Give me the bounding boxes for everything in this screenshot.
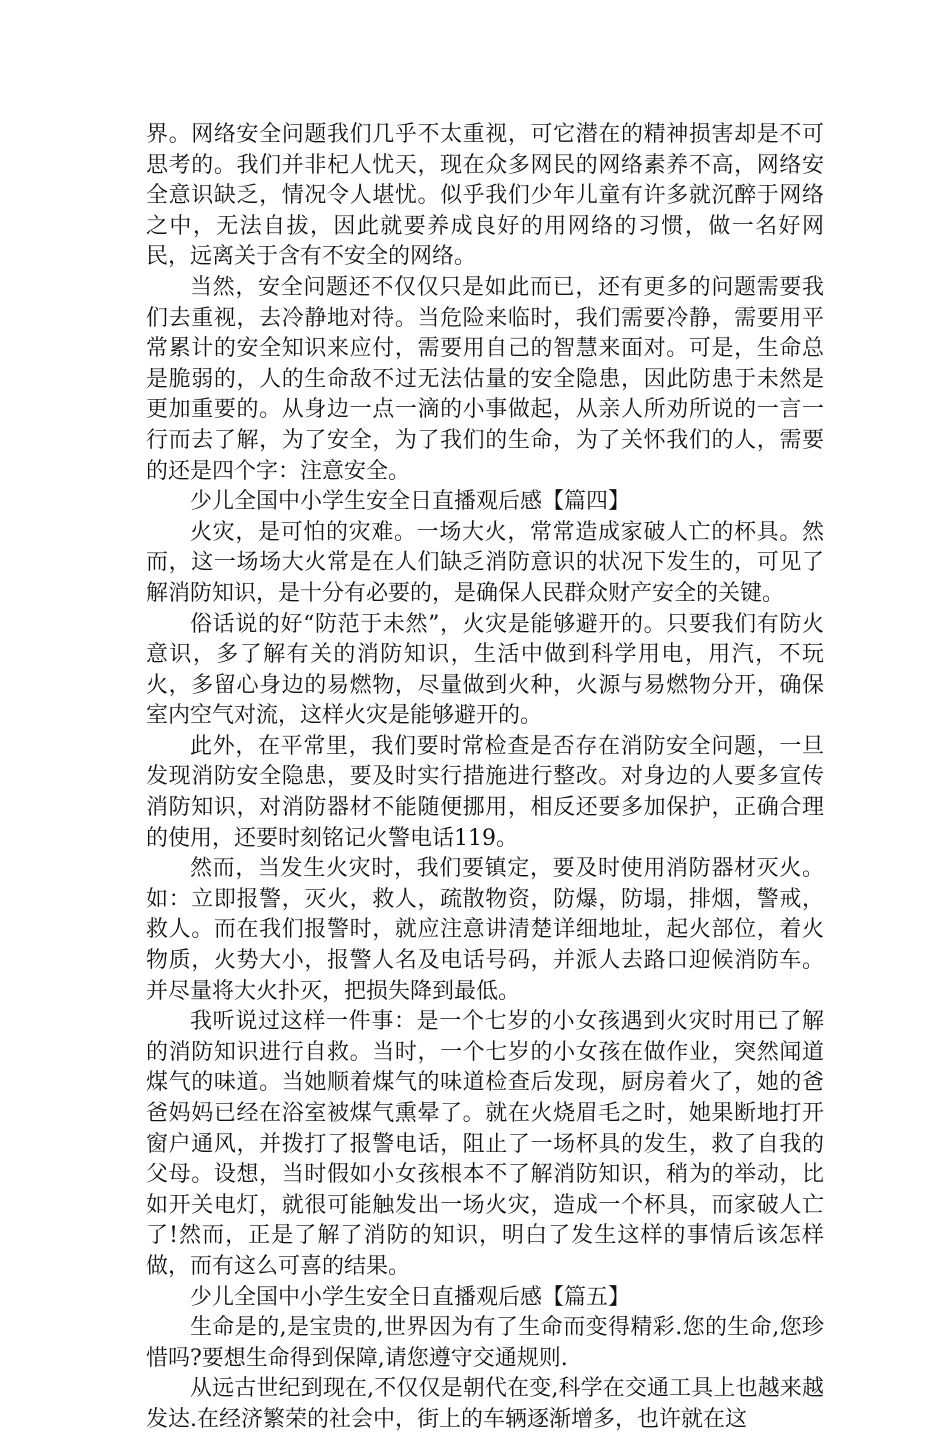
paragraph-3: 火灾，是可怕的灾难。一场大火，常常造成家破人亡的杯具。然而，这一场场大火常是在人们缺乏消防意识的状况下发生的，可见了解消防知识，是十分有必要的，是确保人民群众财产安全的关键。 [146,519,824,606]
paragraph-9: 从远古世纪到现在,不仅仅是朝代在变,科学在交通工具上也越来越发达.在经济繁荣的社会中，街上的车辆逐渐增多，也许就在这 [146,1376,824,1432]
section-heading-5: 少儿全国中小学生安全日直播观后感【篇五】 [190,1284,631,1310]
paragraph-6: 然而，当发生火灾时，我们要镇定，要及时使用消防器材灭火。如：立即报警，灭火，救人，疏散物资，防爆，防塌，排烟，警戒，救人。而在我们报警时，就应注意讲清楚详细地址，起火部位，着火物质，火势大小，报警人名及电话号码，并派人去路口迎候消防车。并尽量将大火扑灭，把损失降到最低。 [146,856,824,1004]
paragraph-2: 当然，安全问题还不仅仅只是如此而已，还有更多的问题需要我们去重视，去冷静地对待。当危险来临时，我们需要冷静，需要用平常累计的安全知识来应付，需要用自己的智慧来面对。可是，生命总是脆弱的，人的生命敌不过无法估量的安全隐患，因此防患于未然是更加重要的。从身边一点一滴的小事做起，从亲人所劝所说的一言一行而去了解，为了安全，为了我们的生命，为了关怀我们的人，需要的还是四个字：注意安全。 [146,274,824,484]
document-page [146,120,824,1436]
paragraph-1: 界。网络安全问题我们几乎不太重视，可它潜在的精神损害却是不可思考的。我们并非杞人忧天，现在众多网民的网络素养不高，网络安全意识缺乏，情况令人堪忧。似乎我们少年儿童有许多就沉醉于网络之中，无法自拔，因此就要养成良好的用网络的习惯，做一名好网民，远离关于含有不安全的网络。 [146,122,824,270]
section-heading-4: 少儿全国中小学生安全日直播观后感【篇四】 [190,489,631,515]
paragraph-7: 我听说过这样一件事：是一个七岁的小女孩遇到火灾时用已了解的消防知识进行自救。当时，一个七岁的小女孩在做作业，突然闻道煤气的味道。当她顺着煤气的味道检查后发现，厨房着火了，她的爸爸妈妈已经在浴室被煤气熏晕了。就在火烧眉毛之时，她果断地打开窗户通风，并拨打了报警电话，阻止了一场杯具的发生，救了自我的父母。设想，当时假如小女孩根本不了解消防知识，稍为的举动，比如开关电灯，就很可能触发出一场火灾，造成一个杯具，而家破人亡了!然而，正是了解了消防的知识，明白了发生这样的事情后该怎样做，而有这么可喜的结果。 [146,1009,824,1279]
paragraph-8: 生命是的,是宝贵的,世界因为有了生命而变得精彩.您的生命,您珍惜吗?要想生命得到保障,请您遵守交通规则. [146,1315,824,1371]
paragraph-4: 俗话说的好“防范于未然”，火灾是能够避开的。只要我们有防火意识，多了解有关的消防知识，生活中做到科学用电，用汽，不玩火，多留心身边的易燃物，尽量做到火种，火源与易燃物分开，确保室内空气对流，这样火灾是能够避开的。 [146,611,824,729]
paragraph-5: 此外，在平常里，我们要时常检查是否存在消防安全问题，一旦发现消防安全隐患，要及时实行措施进行整改。对身边的人要多宣传消防知识，对消防器材不能随便挪用，相反还要多加保护，正确合理的使用，还要时刻铭记火警电话119。 [146,733,824,851]
